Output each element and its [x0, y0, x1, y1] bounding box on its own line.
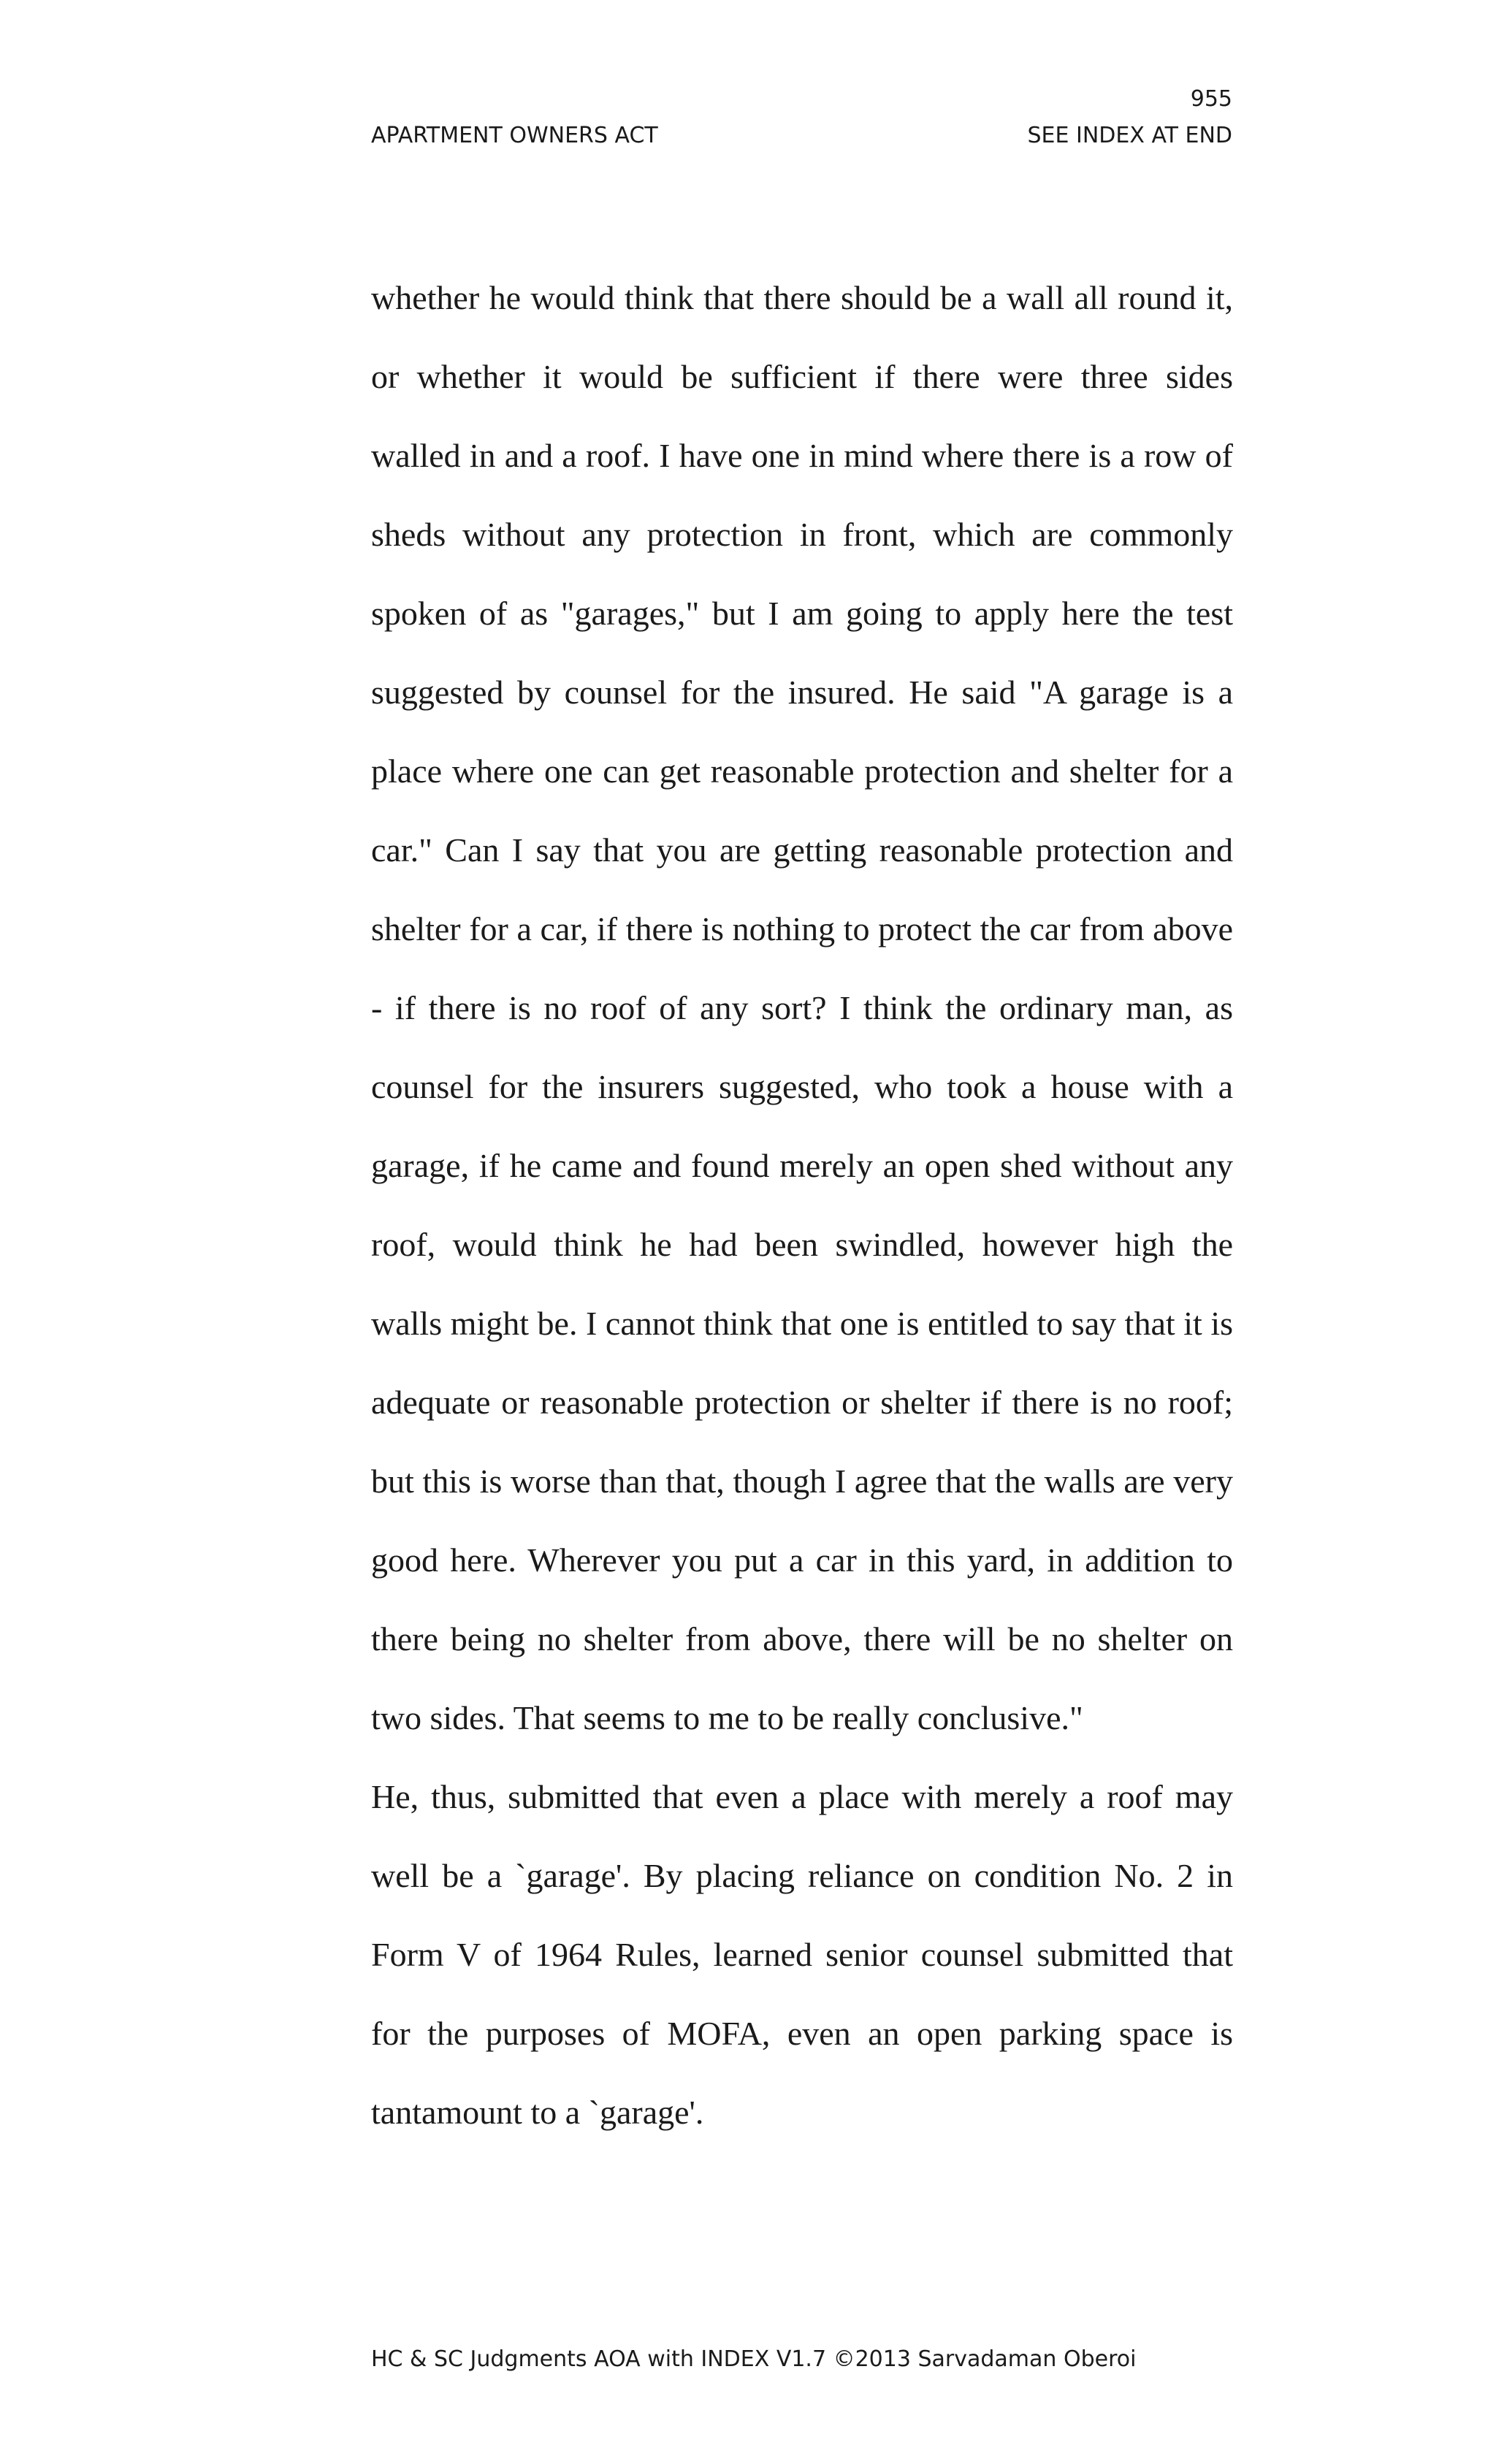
body-paragraph: He, thus, submitted that even a place with merely a roof may well be a `garage'. By placing reliance on condition No. 2 in Form V of 1964 Rules, learned senior counsel submitted that for the purposes of MOFA, even an open parking space is tantamount to a `garage'. [371, 1778, 1233, 2131]
document-body [371, 259, 1233, 2152]
running-header-title: APARTMENT OWNERS ACT [371, 123, 658, 148]
page-number: 955 [1190, 86, 1232, 112]
running-header-note: SEE INDEX AT END [1027, 123, 1232, 148]
body-paragraph: whether he would think that there should be a wall all round it, or whether it would be sufficient if there were three sides walled in and a roof. I have one in mind where there is a row of sheds without any protection in front, which are commonly spoken of as "garages," but I am going to apply here the test suggested by counsel for the insured. He said "A garage is a place where one can get reasonable protection and shelter for a car." Can I say that you are getting reasonable protection and shelter for a car, if there is nothing to protect the car from above - if there is no roof of any sort? I think the ordinary man, as counsel for the insurers suggested, who took a house with a garage, if he came and found merely an open shed without any roof, would think he had been swindled, however high the walls might be. I cannot think that one is entitled to say that it is adequate or reasonable protection or shelter if there is no roof; but this is worse than that, though I agree that the walls are very good here. Wherever you put a car in this yard, in addition to there being no shelter from above, there will be no shelter on two sides. That seems to me to be really conclusive." [371, 279, 1233, 1736]
page-footer: HC & SC Judgments AOA with INDEX V1.7 ©2013 Sarvadaman Oberoi [371, 2346, 1137, 2372]
